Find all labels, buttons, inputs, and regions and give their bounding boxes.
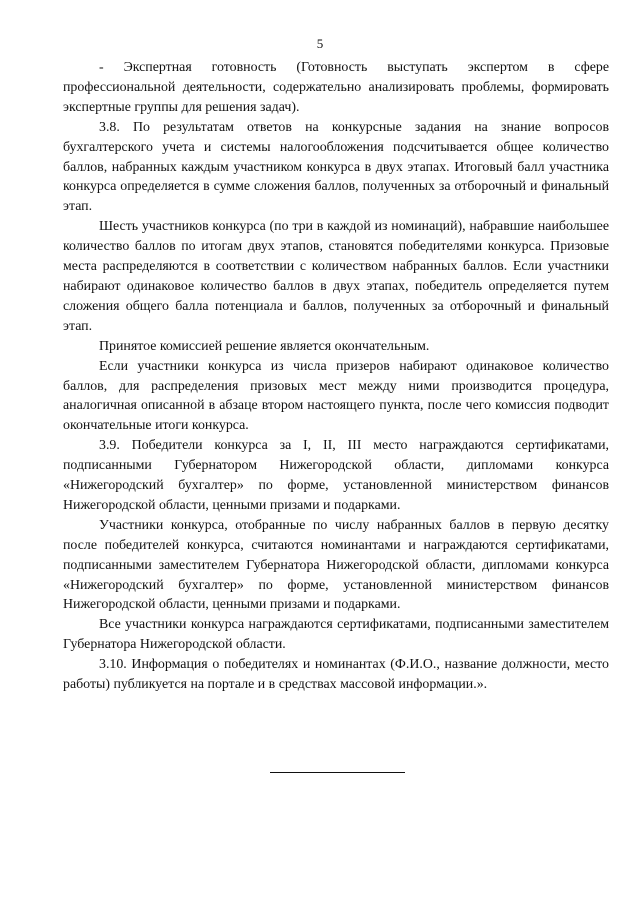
paragraph-final-decision: Принятое комиссией решение является окончательным.	[99, 338, 430, 354]
document-body	[63, 58, 609, 695]
closing-divider	[270, 772, 405, 773]
page-number: 5	[316, 36, 324, 51]
paragraph-tie-procedure: Если участники конкурса из числа призеров набирают одинаковое количество баллов, для распределения призовых мест между ними производится процедура, аналогичная описанной в абзаце втором настоящего пункта, после чего комиссия подводит окончательные итоги конкурса.	[63, 358, 609, 434]
paragraph-all-participants: Все участники конкурса награждаются сертификатами, подписанными заместителем Губернатора Нижегородской области.	[63, 617, 609, 653]
paragraph-3-9: 3.9. Победители конкурса за I, II, III место награждаются сертификатами, подписанными Губернатором Нижегородской области, дипломами конкурса «Нижегородский бухгалтер» по форме, установленной министерством финансов Нижегородской области, ценными призами и подарками.	[63, 438, 609, 513]
paragraph-3-8: 3.8. По результатам ответов на конкурсные задания на знание вопросов бухгалтерского учета и системы налогообложения подсчитывается общее количество баллов, набранных каждым участником конкурса в двух этапах. Итоговый балл участника конкурса определяется в сумме сложения баллов, полученных за отборочный и финальный этап.	[63, 119, 609, 215]
paragraph-six-winners: Шесть участников конкурса (по три в каждой из номинаций), набравшие наибольшее количество баллов по итогам двух этапов, становятся победителями конкурса. Призовые места распределяются в соответствии с количеством набранных баллов. Если участники набирают одинаковое количество баллов в двух этапах, победитель определяется путем сложения общего балла потенциала и баллов, полученных за отборочный и финальный этап.	[63, 219, 609, 334]
paragraph-3-10: 3.10. Информация о победителях и номинантах (Ф.И.О., название должности, место работы) публикуется на портале и в средствах массовой информации.».	[63, 657, 609, 693]
paragraph-expert-readiness: - Экспертная готовность (Готовность выступать экспертом в сфере профессиональной деятельности, содержательно анализировать проблемы, формировать экспертные группы для решения задач).	[63, 60, 609, 115]
paragraph-nominees: Участники конкурса, отобранные по числу набранных баллов в первую десятку после победителей конкурса, считаются номинантами и награждаются сертификатами, подписанными заместителем Губернатора Нижегородской области, дипломами конкурса «Нижегородский бухгалтер» по форме, установленной министерством финансов Нижегородской области, ценными призами и подарками.	[63, 517, 609, 613]
